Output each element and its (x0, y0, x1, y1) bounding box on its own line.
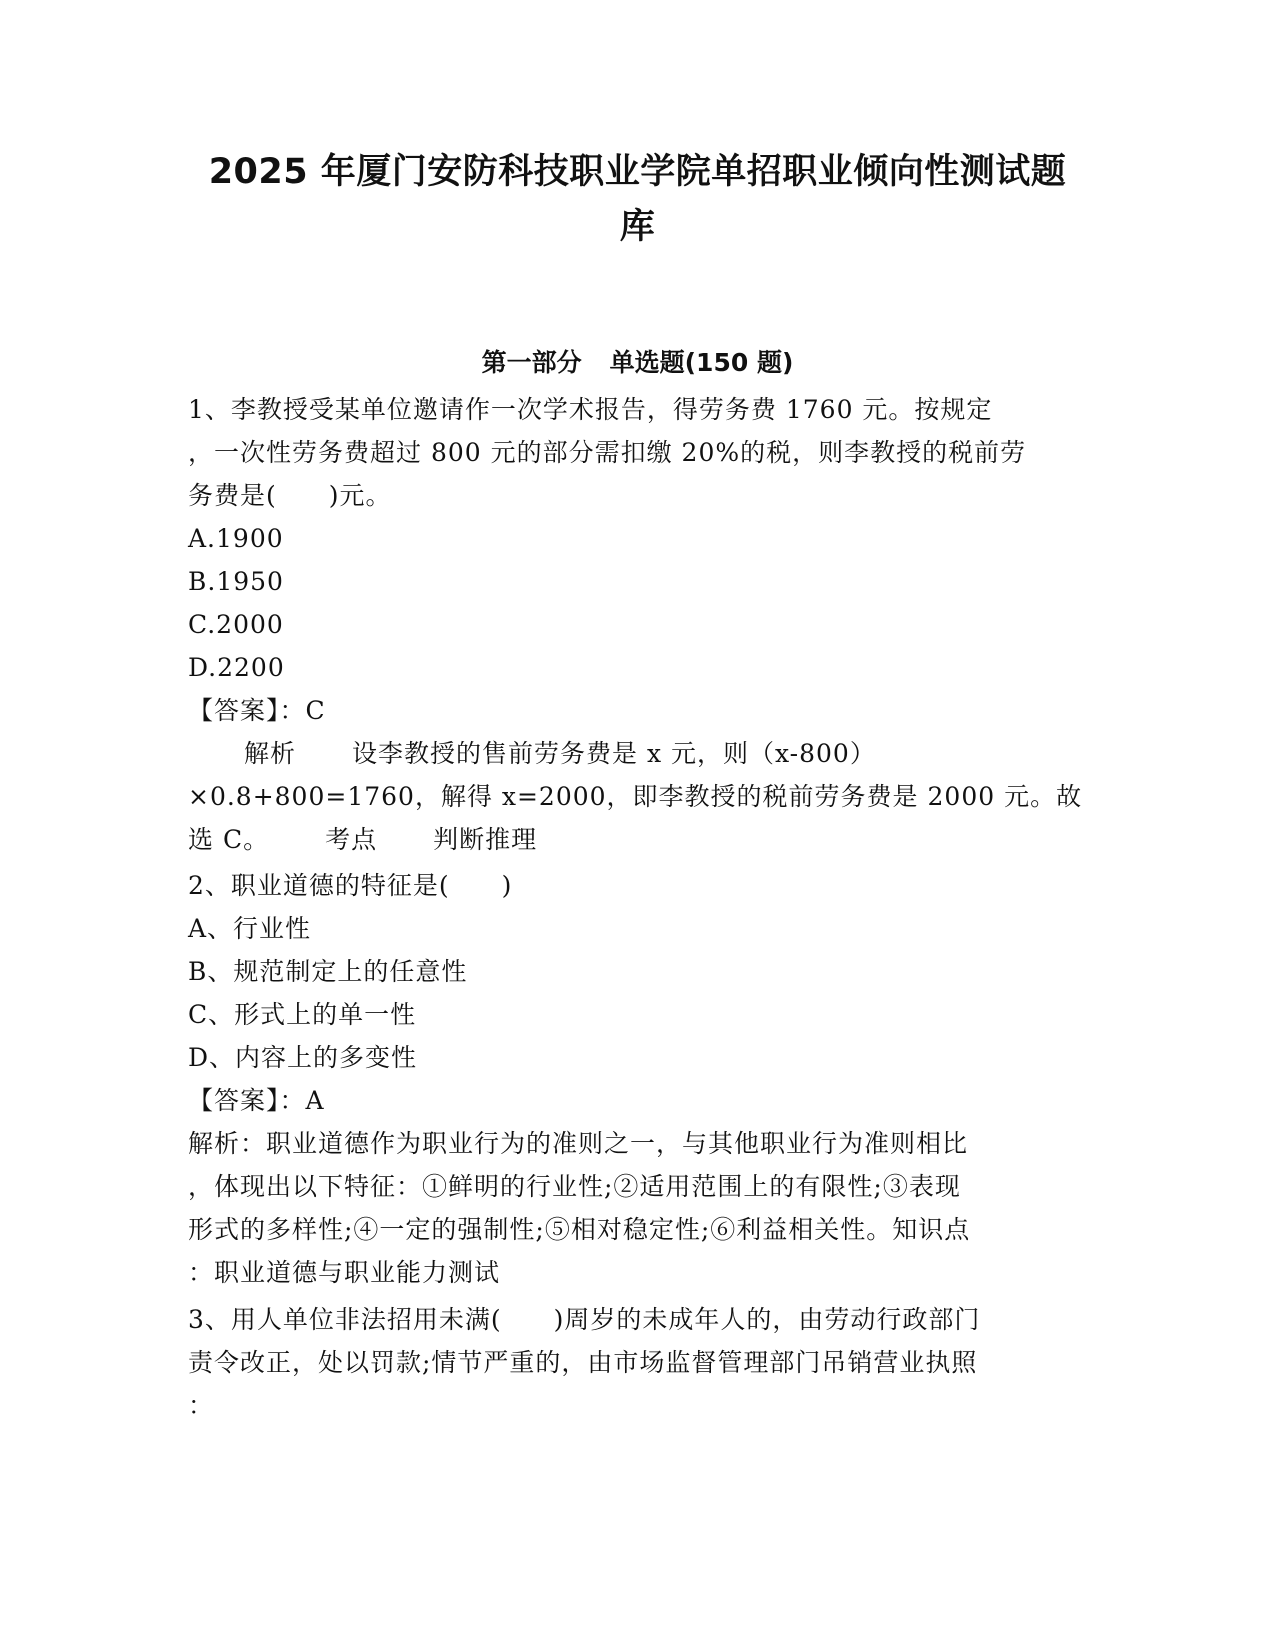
section-heading (150, 345, 1125, 381)
question-stem-line: 3、用人单位非法招用未满( )周岁的未成年人的，由劳动行政部门 (188, 1305, 981, 1334)
analysis-line: 解析：职业道德作为职业行为的准则之一，与其他职业行为准则相比 (188, 1129, 969, 1158)
section-name: 单选题(150 题) (609, 348, 794, 377)
analysis-line: 形式的多样性;④一定的强制性;⑤相对稳定性;⑥利益相关性。知识点 (188, 1215, 971, 1244)
question-1 (188, 388, 1088, 861)
question-stem-line: 责令改正，处以罚款;情节严重的，由市场监督管理部门吊销营业执照 (188, 1348, 978, 1377)
option-b: B、规范制定上的任意性 (188, 957, 468, 986)
option-d: D.2200 (188, 653, 285, 682)
analysis-line: ×0.8+800=1760，解得 x=2000，即李教授的税前劳务费是 2000 元。故 (188, 782, 1083, 811)
option-c: C、形式上的单一性 (188, 1000, 417, 1029)
option-b: B.1950 (188, 567, 284, 596)
question-stem-line: 务费是( )元。 (188, 481, 392, 510)
option-c: C.2000 (188, 610, 284, 639)
document-title (150, 145, 1125, 255)
analysis-label: 解析 (244, 739, 297, 768)
analysis-line: ，体现出以下特征：①鲜明的行业性;②适用范围上的有限性;③表现 (188, 1172, 961, 1201)
analysis-line: ：职业道德与职业能力测试 (188, 1258, 501, 1287)
question-2 (188, 864, 1088, 1294)
option-a: A、行业性 (188, 914, 312, 943)
analysis-line (188, 818, 1088, 861)
question-stem-line: ，一次性劳务费超过 800 元的部分需扣缴 20%的税，则李教授的税前劳 (188, 438, 1027, 467)
option-a: A.1900 (188, 524, 284, 553)
answer: 【答案】：C (188, 696, 326, 725)
title-line-1: 2025 年厦门安防科技职业学院单招职业倾向性测试题 (208, 152, 1067, 192)
section-part: 第一部分 (481, 348, 582, 377)
analysis-text: 选 C。 (188, 825, 270, 854)
question-stem-line: ： (188, 1391, 215, 1420)
question-stem-line: 2、职业道德的特征是( ) (188, 871, 513, 900)
analysis-text: 设李教授的售前劳务费是 x 元，则（x-800） (352, 739, 876, 768)
option-d: D、内容上的多变性 (188, 1043, 418, 1072)
answer: 【答案】：A (188, 1086, 325, 1115)
analysis-line (188, 732, 1088, 775)
question-stem-line: 1、李教授受某单位邀请作一次学术报告，得劳务费 1760 元。按规定 (188, 395, 993, 424)
topic-label: 考点 (325, 825, 378, 854)
title-line-2: 库 (619, 207, 656, 247)
topic-value: 判断推理 (433, 825, 538, 854)
question-3 (188, 1298, 1088, 1427)
